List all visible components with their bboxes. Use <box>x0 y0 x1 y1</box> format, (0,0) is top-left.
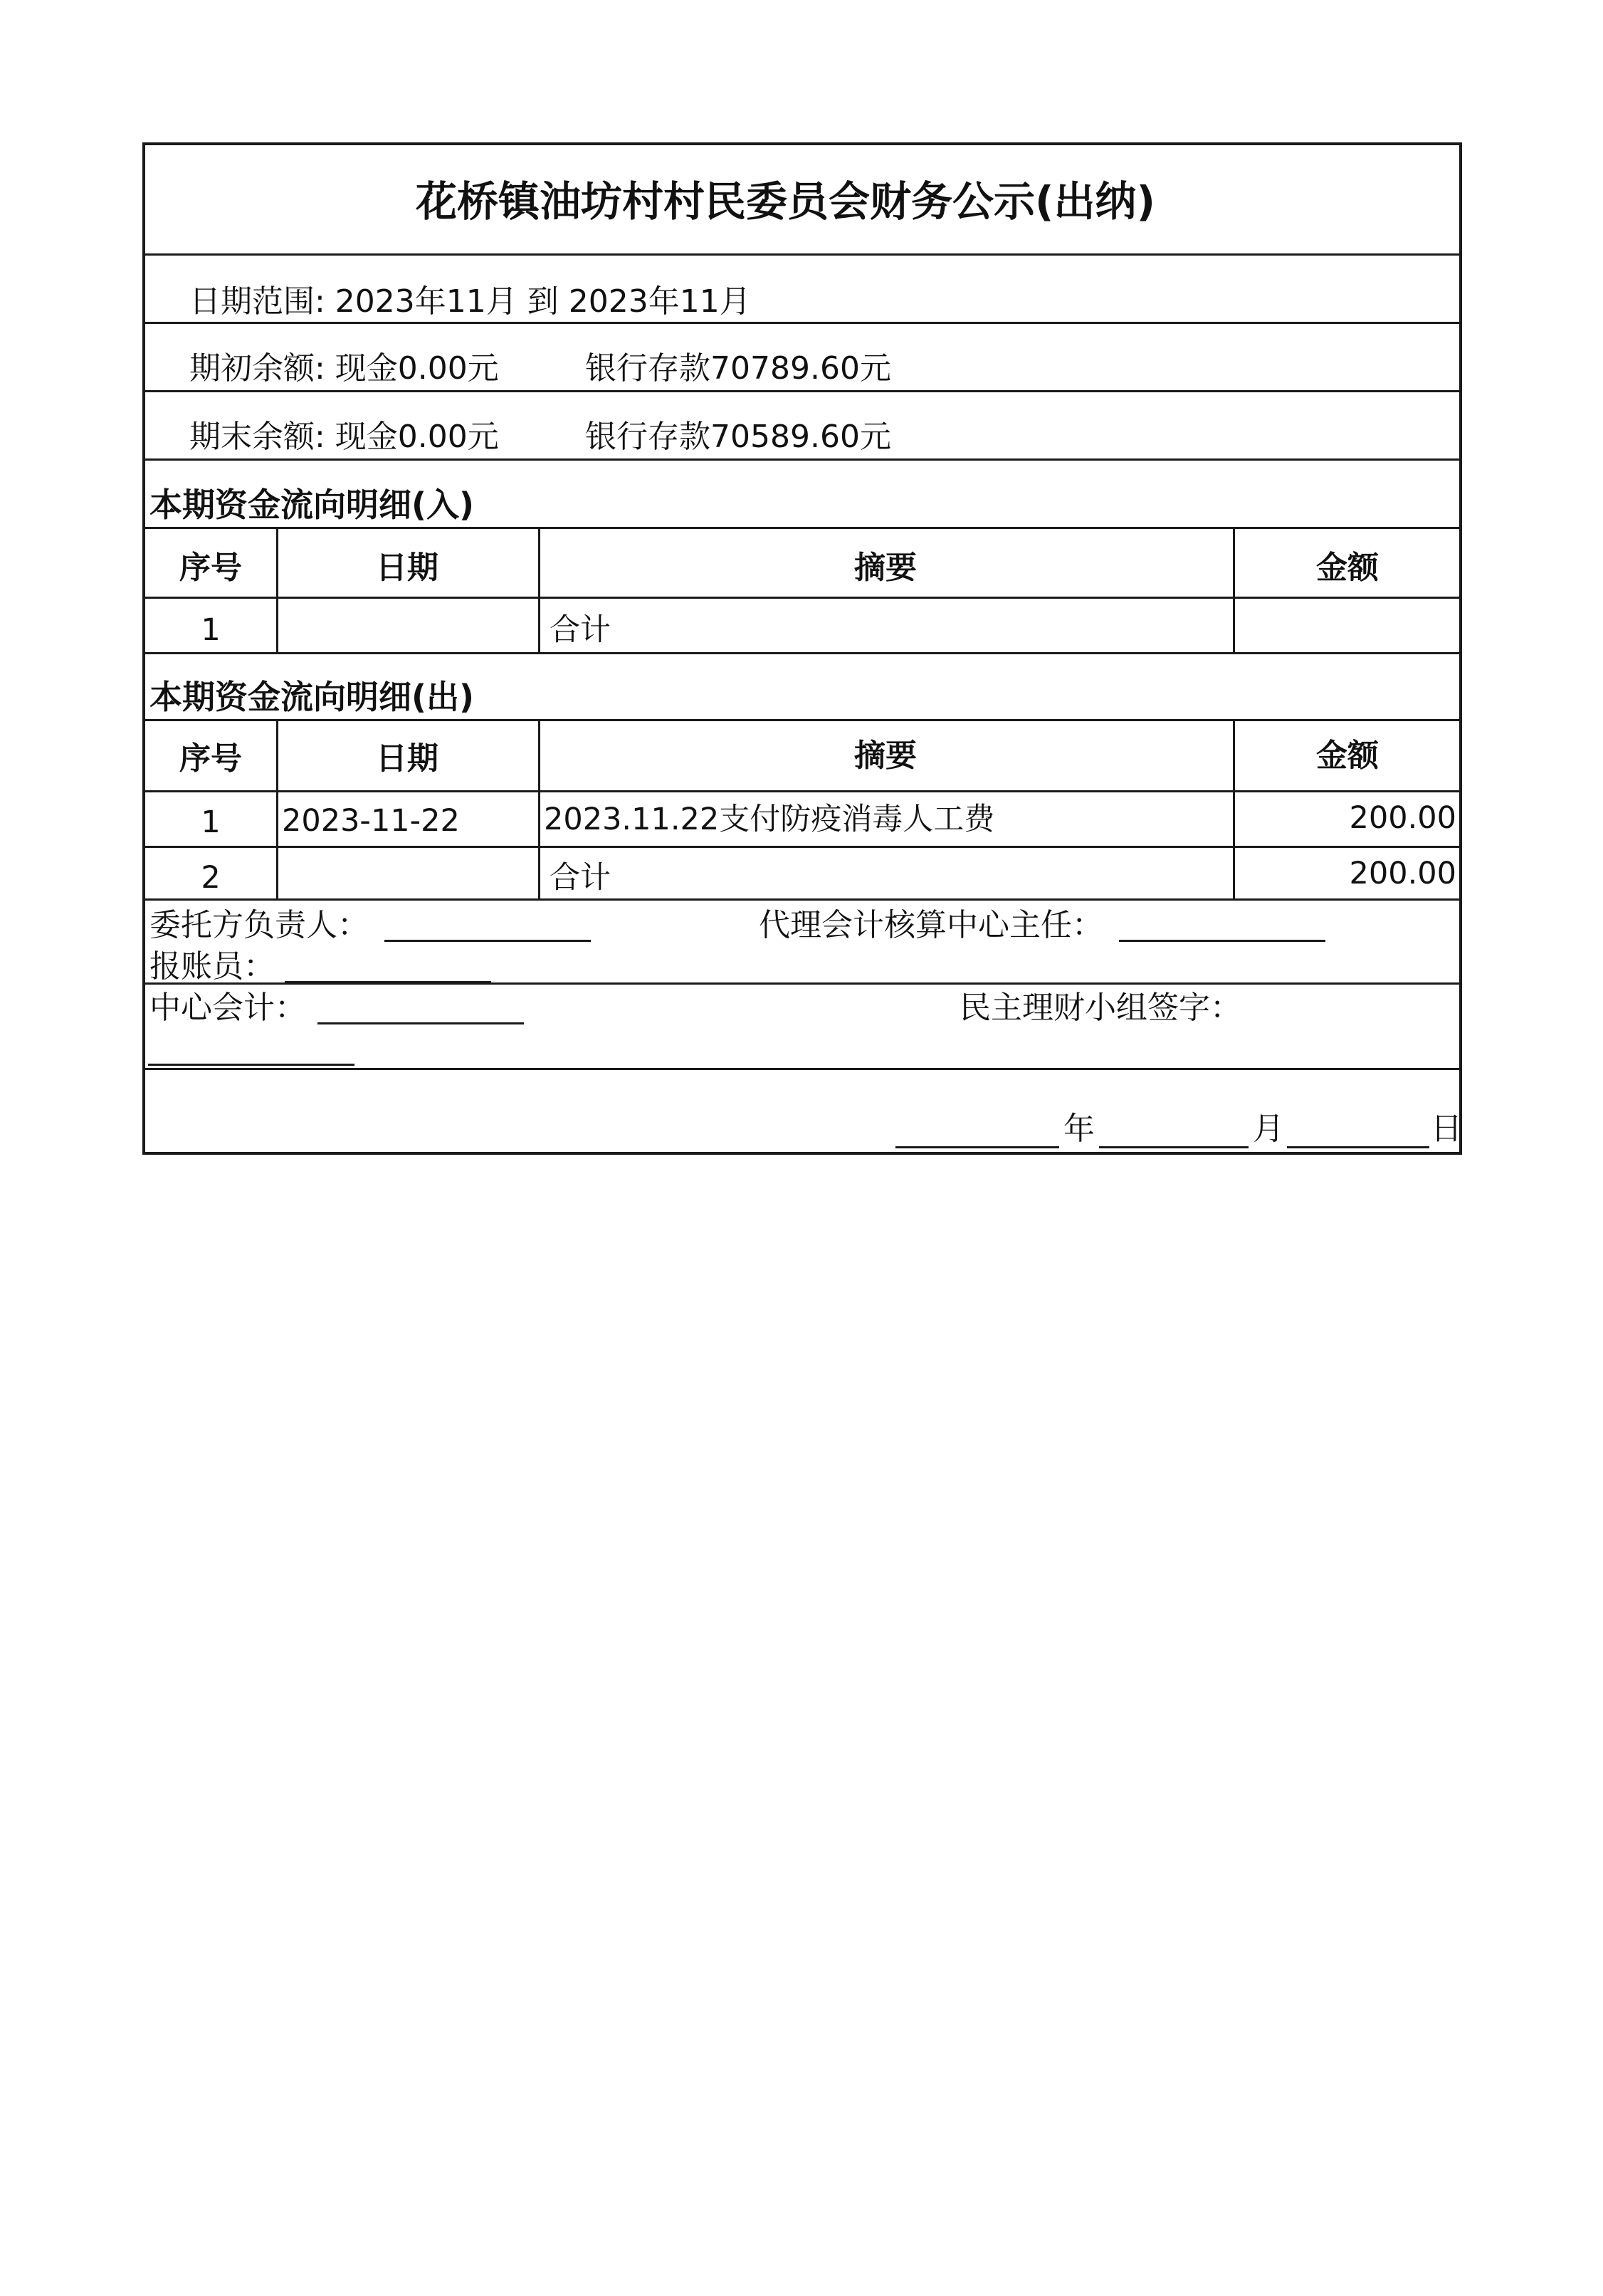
table-cell-no: 1 <box>201 804 221 840</box>
table-cell-summary: 合计 <box>550 612 611 648</box>
income-header-no: 序号 <box>179 550 242 586</box>
divider <box>145 652 1459 654</box>
column-divider <box>538 527 540 652</box>
month-line <box>1099 1146 1249 1148</box>
divider <box>145 898 1459 901</box>
column-divider <box>276 719 278 898</box>
income-section-title: 本期资金流向明细(入) <box>149 486 475 524</box>
signature-line <box>1119 940 1325 942</box>
expense-header-no: 序号 <box>179 740 242 777</box>
year-label: 年 <box>1063 1111 1095 1147</box>
income-header-date: 日期 <box>376 550 438 586</box>
center-accountant-label: 中心会计： <box>149 990 306 1026</box>
opening-balance: 期初余额: 现金0.00元 <box>189 350 499 387</box>
divider <box>145 719 1459 721</box>
document-title: 花桥镇油坊村村民委员会财务公示(出纳) <box>416 177 1156 226</box>
signature-line <box>148 1064 354 1066</box>
closing-bank-balance: 银行存款70589.60元 <box>585 419 891 455</box>
divider <box>145 322 1459 324</box>
income-header-amount: 金额 <box>1316 550 1379 586</box>
expense-header-date: 日期 <box>376 740 438 777</box>
finance-disclosure-form <box>142 142 1462 1155</box>
day-label: 日 <box>1431 1111 1462 1147</box>
table-cell-summary: 合计 <box>550 860 611 896</box>
opening-bank-balance: 银行存款70789.60元 <box>585 350 891 387</box>
table-cell-date: 2023-11-22 <box>282 803 460 839</box>
divider <box>145 846 1459 848</box>
month-label: 月 <box>1253 1111 1284 1147</box>
expense-header-summary: 摘要 <box>854 738 917 774</box>
expense-section-title: 本期资金流向明细(出) <box>149 678 475 716</box>
divider <box>145 1068 1459 1070</box>
divider <box>145 527 1459 529</box>
expense-header-amount: 金额 <box>1316 738 1379 774</box>
table-cell-no: 1 <box>201 612 221 648</box>
reimburser-label: 报账员： <box>149 948 275 985</box>
table-cell-no: 2 <box>201 860 221 896</box>
signature-line <box>384 940 591 942</box>
table-cell-summary: 2023.11.22支付防疫消毒人工费 <box>544 802 995 837</box>
column-divider <box>276 527 278 652</box>
table-cell-amount: 200.00 <box>1349 856 1456 891</box>
divider <box>145 253 1459 256</box>
closing-balance: 期末余额: 现金0.00元 <box>189 419 499 455</box>
date-range: 日期范围: 2023年11月 到 2023年11月 <box>189 283 751 320</box>
table-cell-amount: 200.00 <box>1349 800 1456 836</box>
column-divider <box>1233 719 1235 898</box>
column-divider <box>1233 527 1235 652</box>
agent-director-label: 代理会计核算中心主任： <box>759 907 1103 943</box>
divider <box>145 458 1459 461</box>
income-header-summary: 摘要 <box>854 550 917 586</box>
signature-line <box>317 1022 524 1024</box>
day-line <box>1287 1146 1429 1148</box>
client-head-label: 委托方负责人： <box>149 907 369 943</box>
divider <box>145 597 1459 599</box>
column-divider <box>538 719 540 898</box>
divider <box>145 390 1459 392</box>
finance-group-label: 民主理财小组签字： <box>960 990 1241 1026</box>
year-line <box>895 1146 1059 1148</box>
divider <box>145 982 1459 985</box>
divider <box>145 790 1459 792</box>
